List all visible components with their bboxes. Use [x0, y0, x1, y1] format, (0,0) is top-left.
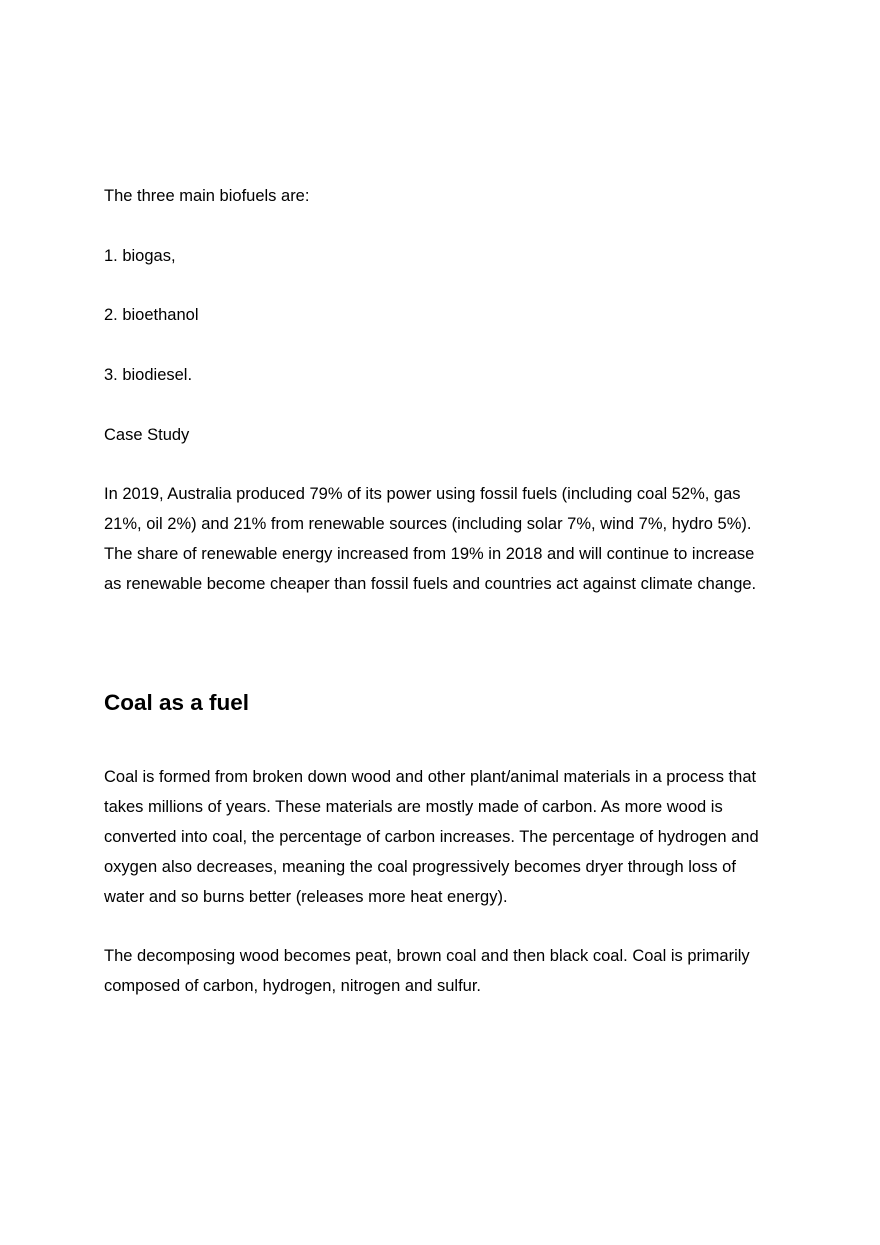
- case-study-label: Case Study: [104, 426, 190, 444]
- coal-section-heading: Coal as a fuel: [104, 690, 250, 715]
- biofuel-item-biodiesel: 3. biodiesel.: [104, 366, 193, 384]
- coal-paragraph-composition: The decomposing wood becomes peat, brown coal and then black coal. Coal is primarily composed of carbon, hydrogen, nitrogen and sulfur.: [104, 947, 750, 995]
- case-study-paragraph: In 2019, Australia produced 79% of its power using fossil fuels (including coal 52%, gas 21%, oil 2%) and 21% from renewable sources (including solar 7%, wind 7%, hydro 5%). The share of renewable energy increased from 19% in 2018 and will continue to increase as renewable become cheaper than fossil fuels and countries act against climate change.: [104, 485, 757, 593]
- coal-paragraph-formation: Coal is formed from broken down wood and other plant/animal materials in a process that takes millions of years. These materials are mostly made of carbon. As more wood is converted into coal, the percentage of carbon increases. The percentage of hydrogen and oxygen also decreases, meaning the coal progressively becomes dryer through loss of water and so burns better (releases more heat energy).: [104, 768, 759, 906]
- biofuel-item-bioethanol: 2. bioethanol: [104, 306, 199, 324]
- biofuel-item-biogas: 1. biogas,: [104, 247, 176, 265]
- biofuels-intro: The three main biofuels are:: [104, 187, 310, 205]
